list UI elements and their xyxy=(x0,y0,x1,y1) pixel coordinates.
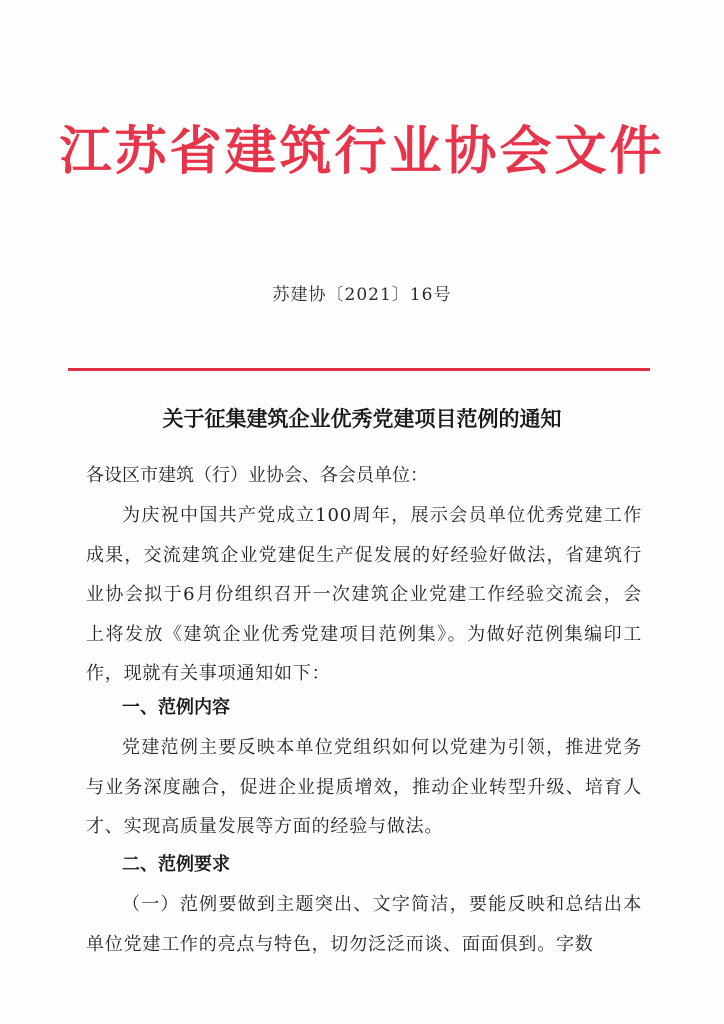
letterhead-title: 江苏省建筑行业协会文件 xyxy=(59,122,665,182)
paragraph-intro: 为庆祝中国共产党成立100周年，展示会员单位优秀党建工作成果，交流建筑企业党建促生产促发展的好经验好做法，省建筑行业协会拟于6月份组织召开一次建筑企业党建工作经验交流会，会上将发放《建筑企业优秀党建项目范例集》。为做好范例集编印工作，现就有关事项通知如下： xyxy=(86,505,642,684)
section-heading-requirements: 二、范例要求 xyxy=(122,854,230,875)
paragraph-content: 党建范例主要反映本单位党组织如何以党建为引领，推进党务与业务深度融合，促进企业提质增效，推动企业转型升级、培育人才、实现高质量发展等方面的经验与做法。 xyxy=(86,737,642,837)
salutation: 各设区市建筑（行）业协会、各会员单位： xyxy=(86,465,428,486)
document-number: 苏建协〔2021〕16号 xyxy=(272,285,452,305)
section-heading-content: 一、范例内容 xyxy=(122,697,230,718)
red-separator-line xyxy=(68,368,650,371)
notice-title: 关于征集建筑企业优秀党建项目范例的通知 xyxy=(162,407,562,431)
paragraph-requirements: （一）范例要做到主题突出、文字简洁，要能反映和总结出本单位党建工作的亮点与特色，切勿泛泛而谈、面面俱到。字数 xyxy=(86,894,642,955)
